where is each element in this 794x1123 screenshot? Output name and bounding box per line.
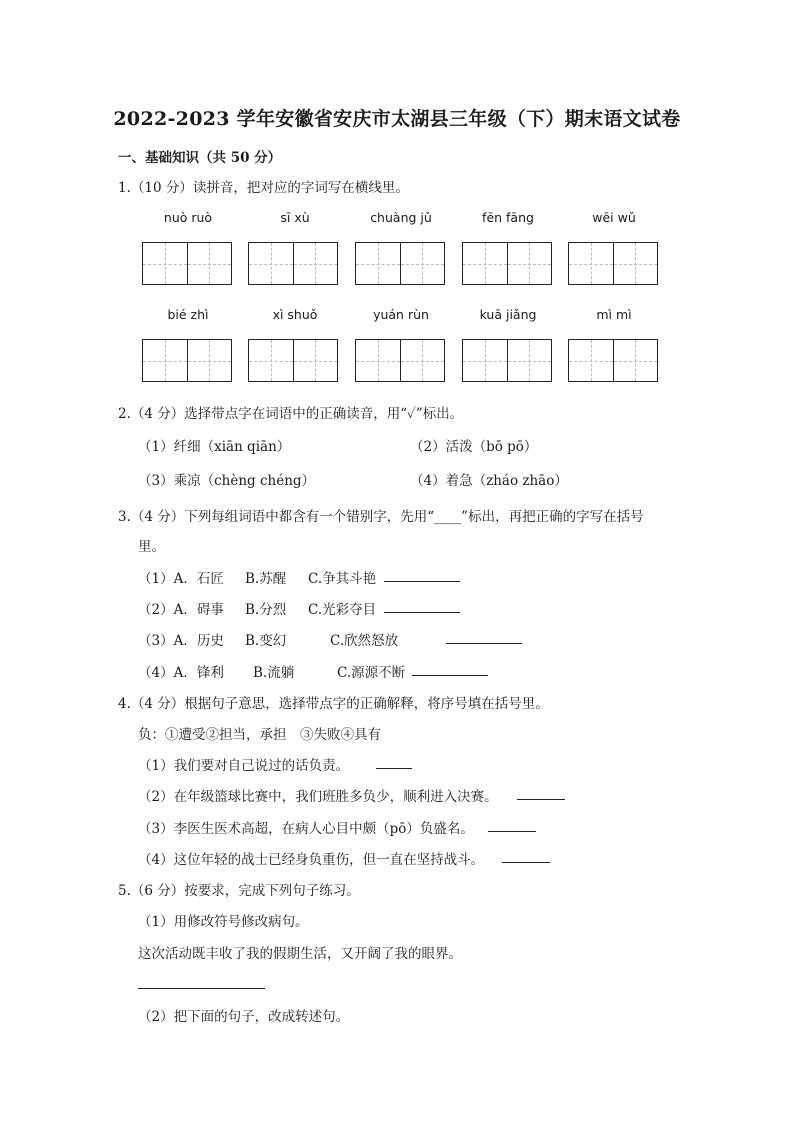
tianzige-box[interactable] — [462, 339, 552, 382]
tianzige-box[interactable] — [568, 339, 658, 382]
tianzige-box[interactable] — [355, 339, 445, 382]
question-3-option-c: C.光彩夺目 — [308, 602, 377, 618]
answer-blank[interactable] — [376, 768, 412, 769]
question-4-options: 负：①遭受②担当，承担 ③失败④具有 — [138, 727, 381, 743]
question-3-option-a: （4）A．锋利 — [138, 665, 224, 681]
question-3-option-b: B.苏醒 — [245, 571, 287, 587]
question-3-option-a: （3）A．历史 — [138, 633, 224, 649]
answer-blank[interactable] — [502, 862, 550, 863]
question-2-item[interactable]: （3）乘凉（chèng chéng） — [138, 473, 316, 489]
tianzige-box[interactable] — [568, 242, 658, 285]
question-2-item[interactable]: （4）着急（zháo zhāo） — [410, 473, 568, 489]
question-3-option-c: C.欣然怒放 — [330, 633, 399, 649]
answer-blank[interactable] — [412, 675, 488, 676]
question-2-item[interactable]: （1）纤细（xiān qiān） — [138, 439, 291, 455]
pinyin-label: mì mì — [596, 307, 632, 322]
question-4-item: （4）这位年轻的战士已经身负重伤，但一直在坚持战斗。 — [138, 852, 485, 868]
pinyin-label: wēi wǔ — [592, 210, 636, 225]
answer-blank[interactable] — [517, 799, 565, 800]
question-5-sentence: 这次活动既丰收了我的假期生活，又开阔了我的眼界。 — [138, 946, 462, 962]
question-3-option-b: B.流躺 — [253, 665, 295, 681]
pinyin-label: fēn fāng — [482, 210, 534, 225]
pinyin-label: nuò ruò — [163, 210, 213, 225]
question-5-sub1: （1）用修改符号修改病句。 — [138, 914, 309, 930]
tianzige-box[interactable] — [248, 339, 338, 382]
question-3-option-a: （2）A．碍事 — [138, 602, 224, 618]
tianzige-box[interactable] — [248, 242, 338, 285]
question-1-stem: 1.（10 分）读拼音，把对应的字词写在横线里。 — [118, 180, 409, 196]
section-heading: 一、基础知识（共 50 分） — [118, 150, 282, 166]
answer-blank[interactable] — [384, 612, 460, 613]
answer-blank[interactable] — [384, 581, 460, 582]
pinyin-label: chuàng jǔ — [370, 210, 432, 225]
pinyin-label: xì shuǒ — [272, 307, 318, 322]
question-3-option-c: C.源源不断 — [337, 665, 406, 681]
tianzige-box[interactable] — [142, 339, 232, 382]
question-3-stem-cont: 里。 — [138, 539, 165, 555]
question-3-option-a: （1）A．石匠 — [138, 571, 224, 587]
question-3-option-b: B.变幻 — [245, 633, 287, 649]
answer-blank[interactable] — [446, 643, 522, 644]
question-5-sub2: （2）把下面的句子，改成转述句。 — [138, 1009, 350, 1025]
question-2-item[interactable]: （2）活泼（bō pō） — [410, 439, 538, 455]
question-4-item: （3）李医生医术高超，在病人心目中颇（pō）负盛名。 — [138, 821, 474, 837]
question-2-stem: 2.（4 分）选择带点字在词语中的正确读音，用“✓”标出。 — [118, 406, 464, 422]
question-4-item: （2）在年级篮球比赛中，我们班胜多负少，顺利进入决赛。 — [138, 789, 498, 805]
question-3-option-c: C.争其斗艳 — [308, 571, 377, 587]
pinyin-label: yuán rùn — [373, 307, 429, 322]
page-title: 2022-2023 学年安徽省安庆市太湖县三年级（下）期末语文试卷 — [113, 108, 681, 130]
question-4-item: （1）我们要对自己说过的话负责。 — [138, 758, 350, 774]
tianzige-box[interactable] — [355, 242, 445, 285]
pinyin-label: bié zhì — [167, 307, 209, 322]
question-3-stem: 3.（4 分）下列每组词语中都含有一个错别字，先用“____”标出，再把正确的字写在括号 — [118, 509, 644, 525]
pinyin-label: sī xù — [280, 210, 310, 225]
question-5-stem: 5.（6 分）按要求，完成下列句子练习。 — [118, 883, 360, 899]
question-3-option-b: B.分烈 — [245, 602, 287, 618]
tianzige-box[interactable] — [142, 242, 232, 285]
pinyin-label: kuā jiǎng — [479, 307, 537, 322]
answer-blank[interactable] — [488, 831, 536, 832]
tianzige-box[interactable] — [462, 242, 552, 285]
question-4-stem: 4.（4 分）根据句子意思，选择带点字的正确解释，将序号填在括号里。 — [118, 696, 549, 712]
answer-line[interactable] — [138, 988, 265, 989]
